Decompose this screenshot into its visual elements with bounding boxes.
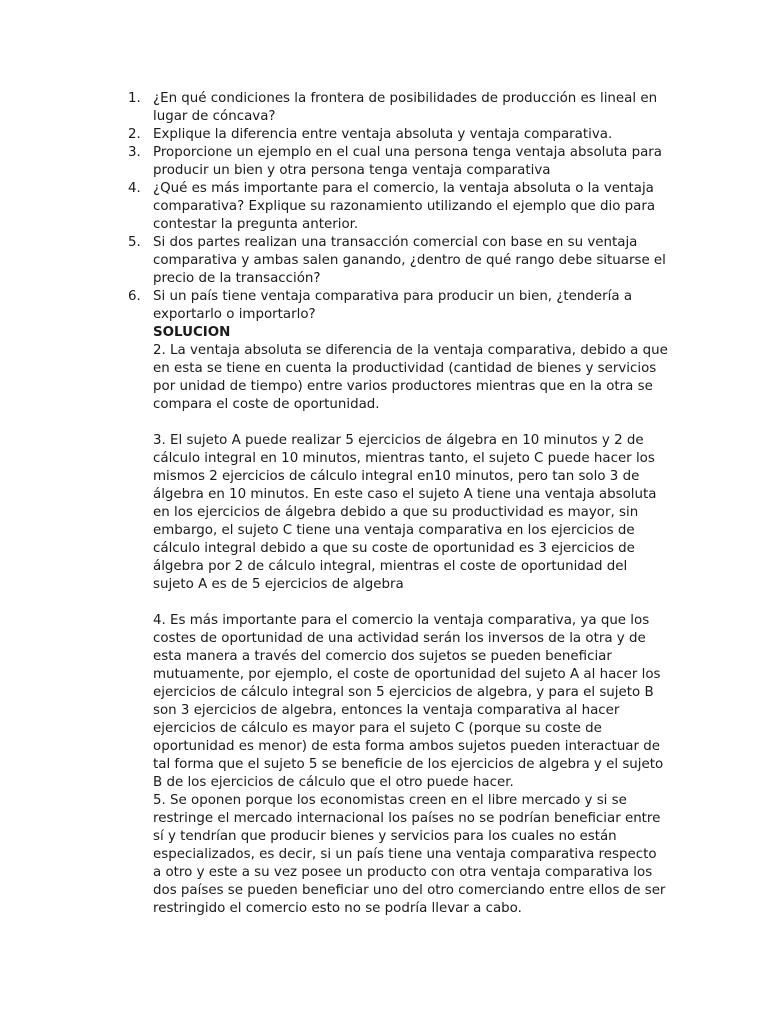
list-item <box>128 126 668 144</box>
question-text: Explique la diferencia entre ventaja absoluta y ventaja comparativa. <box>153 127 613 142</box>
answer-4: 4. Es más importante para el comercio la ventaja comparativa, ya que los costes de oportunidad de una actividad serán los inversos de la otra y de esta manera a través del comercio dos sujetos se pueden beneficiar mutuamente, por ejemplo, el coste de oportunidad del sujeto A al hacer los ejercicios de cálculo integral son 5 ejercicios de algebra, y para el sujeto B son 3 ejercicios de algebra, entonces la ventaja comparativa al hacer ejercicios de cálculo es mayor para el sujeto C (porque su coste de oportunidad es menor) de esta forma ambos sujetos pueden interactuar de tal forma que el sujeto 5 se beneficie de los ejercicios de algebra y el sujeto B de los ejercicios de cálculo que el otro puede hacer. <box>153 613 664 790</box>
question-number: 6. <box>128 289 141 304</box>
question-text: Si dos partes realizan una transacción comercial con base en su ventaja comparativa y ambas salen ganando, ¿dentro de qué rango debe situarse el precio de la transacción? <box>153 235 666 286</box>
question-text: Si un país tiene ventaja comparativa para producir un bien, ¿tendería a exportarlo o importarlo? <box>153 289 633 322</box>
list-item <box>128 288 668 324</box>
list-item <box>128 234 668 288</box>
solution-section <box>128 324 668 918</box>
question-text: ¿Qué es más importante para el comercio, la ventaja absoluta o la ventaja comparativa? Explique su razonamiento utilizando el ejemplo que dio para contestar la pregunta anterior. <box>153 181 656 232</box>
paragraph-spacer <box>153 414 668 432</box>
list-item <box>128 144 668 180</box>
question-text: ¿En qué condiciones la frontera de posibilidades de producción es lineal en lugar de cóncava? <box>153 91 658 124</box>
paragraph-spacer <box>153 594 668 612</box>
list-item <box>128 180 668 234</box>
question-list <box>128 90 668 324</box>
question-number: 2. <box>128 127 141 142</box>
question-number: 4. <box>128 181 141 196</box>
question-number: 3. <box>128 145 141 160</box>
question-number: 1. <box>128 91 141 106</box>
document-content <box>128 90 668 918</box>
list-item <box>128 90 668 126</box>
answer-3: 3. El sujeto A puede realizar 5 ejercicios de álgebra en 10 minutos y 2 de cálculo integral en 10 minutos, mientras tanto, el sujeto C puede hacer los mismos 2 ejercicios de cálculo integral en10 minutos, pero tan solo 3 de álgebra en 10 minutos. En este caso el sujeto A tiene una ventaja absoluta en los ejercicios de álgebra debido a que su productividad es mayor, sin embargo, el sujeto C tiene una ventaja comparativa en los ejercicios de cálculo integral debido a que su coste de oportunidad es 3 ejercicios de álgebra por 2 de cálculo integral, mientras el coste de oportunidad del sujeto A es de 5 ejercicios de algebra <box>153 433 657 592</box>
question-text: Proporcione un ejemplo en el cual una persona tenga ventaja absoluta para producir un bien y otra persona tenga ventaja comparativa <box>153 145 663 178</box>
answer-2: 2. La ventaja absoluta se diferencia de la ventaja comparativa, debido a que en esta se tiene en cuenta la productividad (cantidad de bienes y servicios por unidad de tiempo) entre varios productores mientras que en la otra se compara el coste de oportunidad. <box>153 343 668 412</box>
solution-title: SOLUCION <box>153 325 231 340</box>
answer-5: 5. Se oponen porque los economistas creen en el libre mercado y si se restringe el mercado internacional los países no se podrían beneficiar entre sí y tendrían que producir bienes y servicios para los cuales no están especializados, es decir, si un país tiene una ventaja comparativa respecto a otro y este a su vez posee un producto con otra ventaja comparativa los dos países se pueden beneficiar uno del otro comerciando entre ellos de ser restringido el comercio esto no se podría llevar a cabo. <box>153 793 666 916</box>
question-number: 5. <box>128 235 141 250</box>
